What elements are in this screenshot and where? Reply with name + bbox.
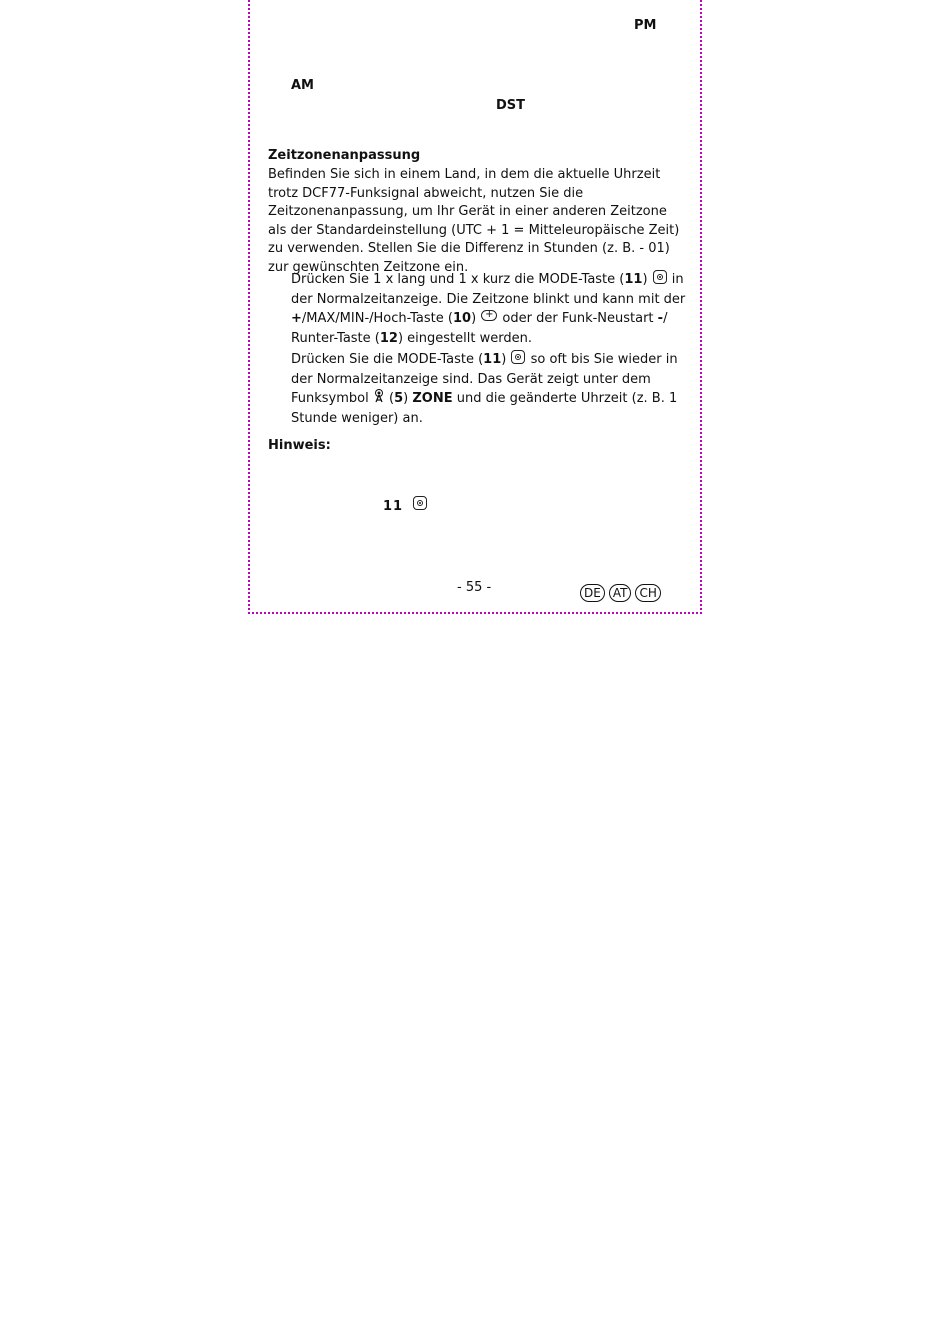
step-2: Drücken Sie die MODE-Taste (11) so oft bis Sie wieder in der Normalzeitanzeige sind. Das Gerät zeigt unter dem Funksymbol (5) ZONE und die geänderte Uhrzeit (z. B. 1 Stunde weniger) an. [291,352,678,426]
radio-signal-icon [373,389,385,403]
manual-page [248,0,702,614]
dst-label: DST [496,98,526,113]
section-intro: Befinden Sie sich in einem Land, in dem die aktuelle Uhrzeit trotz DCF77-Funksignal abweicht, nutzen Sie die Zeitzonenanpassung, um Ihr Gerät in einer anderen Zeitzone als der Standardeinstellung (UTC + 1 = Mitteleuropäische Zeit) zu verwenden. Stellen Sie die Differenz in Stunden (z. B. - 01) zur gewünschten Zeitzone ein. [268,167,680,275]
step-1: Drücken Sie 1 x lang und 1 x kurz die MODE-Taste (11) in der Normalzeitanzeige. Die Zeitzone blinkt und kann mit der +/MAX/MIN-/Hoch-Taste (10) + oder der Funk-Neustart -/ Runter-Taste (12) eingestellt werden. [291,272,686,346]
country-badge-at: AT [609,584,632,602]
mode-button-icon [413,496,427,510]
country-badge-de: DE [580,584,605,602]
country-badges [580,582,665,602]
plus-button-icon: + [481,310,497,321]
country-badge-ch: CH [635,584,660,602]
mode-button-icon [511,350,525,364]
page-number: - 55 - [457,580,492,595]
mode-button-icon [653,270,667,284]
note-title: Hinweis: [268,438,331,453]
section-title: Zeitzonenanpassung [268,148,421,163]
note-ref: 11 [383,499,404,514]
am-label: AM [291,78,314,93]
pm-label: PM [634,18,657,33]
